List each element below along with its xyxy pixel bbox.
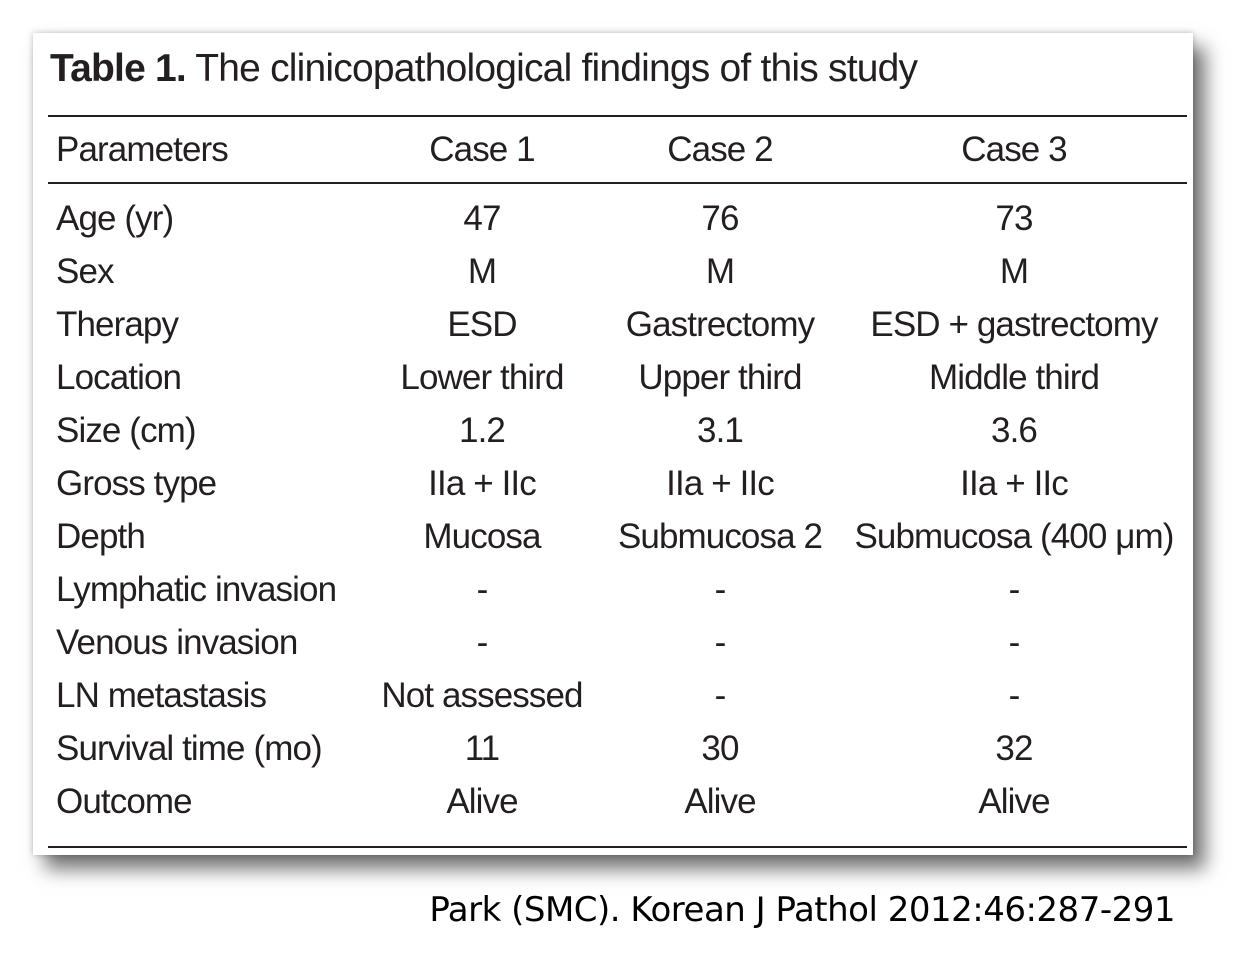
table-card: [33, 33, 1193, 855]
cell-case-3: Alive: [978, 781, 1050, 821]
cell-case-1: Lower third: [400, 357, 564, 397]
cell-parameter: Gross type: [56, 463, 217, 503]
cell-case-3: Middle third: [928, 357, 1100, 397]
cell-case-3: ESD + gastrectomy: [870, 304, 1158, 344]
cell-parameter: Therapy: [56, 304, 179, 344]
table-row: [48, 775, 1187, 828]
table-row: [48, 669, 1187, 722]
header-parameters: Parameters: [56, 129, 228, 169]
cell-case-2: IIa + IIc: [666, 463, 774, 503]
cell-case-3: -: [1008, 622, 1020, 662]
cell-case-1: 1.2: [459, 410, 505, 450]
cell-case-1: -: [476, 569, 488, 609]
cell-case-2: Alive: [684, 781, 756, 821]
cell-case-2: 30: [701, 728, 739, 768]
table-header-row: [48, 117, 1187, 182]
cell-case-3: M: [999, 251, 1029, 291]
cell-case-3: -: [1008, 569, 1020, 609]
table-row: [48, 182, 1187, 245]
cell-parameter: Location: [56, 357, 182, 397]
cell-case-1: Alive: [446, 781, 518, 821]
table-row: [48, 563, 1187, 616]
cell-case-3: 73: [995, 198, 1033, 238]
cell-case-1: M: [467, 251, 497, 291]
cell-case-1: Mucosa: [423, 516, 541, 556]
cell-parameter: Size (cm): [56, 410, 196, 450]
table-body: [48, 182, 1187, 828]
cell-parameter: Sex: [56, 251, 114, 291]
cell-case-3: 3.6: [991, 410, 1037, 450]
cell-case-2: -: [714, 675, 726, 715]
cell-parameter: Venous invasion: [56, 622, 298, 662]
header-case-1: Case 1: [429, 129, 535, 169]
cell-case-1: Not assessed: [381, 675, 583, 715]
cell-case-1: IIa + IIc: [428, 463, 536, 503]
table-row: [48, 510, 1187, 563]
table-caption-text: The clinicopathological findings of this study: [185, 47, 918, 90]
table-row: [48, 616, 1187, 669]
header-case-2: Case 2: [667, 129, 773, 169]
citation: Park (SMC). Korean J Pathol 2012:46:287-291: [429, 890, 1175, 930]
cell-case-2: Gastrectomy: [625, 304, 815, 344]
cell-parameter: Age (yr): [56, 198, 174, 238]
cell-case-2: Submucosa 2: [617, 516, 823, 556]
cell-case-3: IIa + IIc: [960, 463, 1068, 503]
table-row: [48, 457, 1187, 510]
cell-case-1: -: [476, 622, 488, 662]
cell-parameter: LN metastasis: [56, 675, 267, 715]
cell-case-3: Submucosa (400 μm): [854, 516, 1174, 556]
header-case-3: Case 3: [961, 129, 1067, 169]
cell-case-2: Upper third: [638, 357, 802, 397]
table-caption-label: Table 1.: [50, 47, 186, 90]
bottom-rule: [48, 846, 1187, 848]
cell-parameter: Survival time (mo): [56, 728, 322, 768]
cell-case-2: 76: [701, 198, 739, 238]
cell-case-2: M: [705, 251, 735, 291]
cell-case-2: -: [714, 569, 726, 609]
cell-case-3: 32: [995, 728, 1033, 768]
cell-case-2: 3.1: [697, 410, 743, 450]
cell-parameter: Depth: [56, 516, 145, 556]
cell-case-2: -: [714, 622, 726, 662]
cell-case-1: 47: [463, 198, 501, 238]
table-row: [48, 245, 1187, 298]
table-row: [48, 404, 1187, 457]
table-row: [48, 722, 1187, 775]
cell-case-1: 11: [464, 728, 500, 768]
table-row: [48, 351, 1187, 404]
table-row: [48, 298, 1187, 351]
findings-table: [48, 117, 1187, 828]
cell-parameter: Outcome: [56, 781, 192, 821]
cell-case-3: -: [1008, 675, 1020, 715]
cell-case-1: ESD: [447, 304, 517, 344]
table-caption: [50, 43, 917, 95]
cell-parameter: Lymphatic invasion: [56, 569, 337, 609]
